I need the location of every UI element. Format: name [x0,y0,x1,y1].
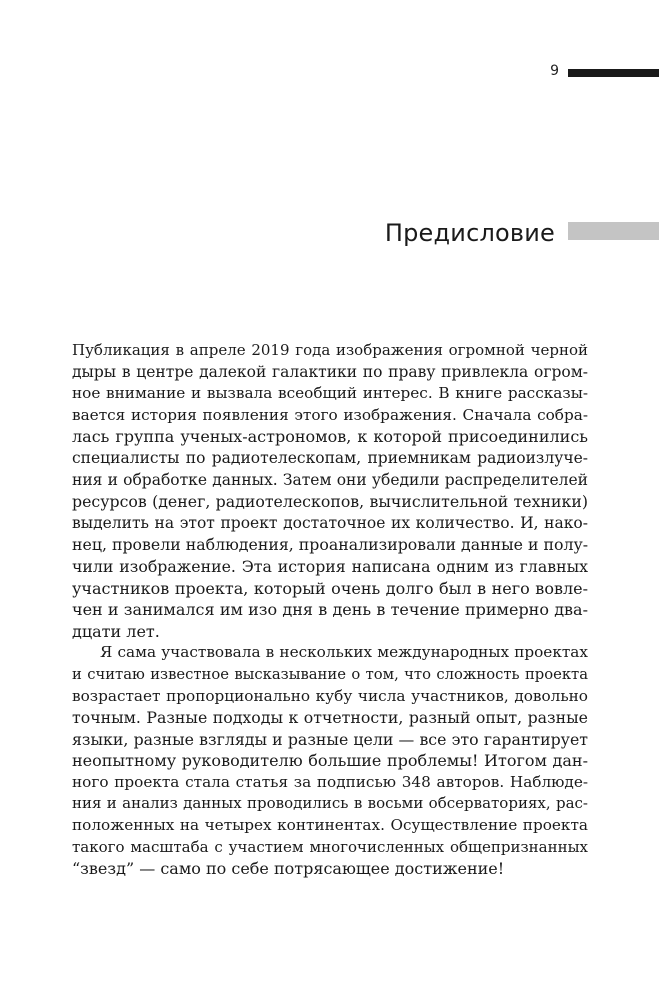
page-number-bar [568,69,659,77]
text-line: специалисты по радиотелескопам, приемникам радиоизлуче- [72,448,588,467]
chapter-title: Предисловие [384,219,555,247]
paragraph-2 [72,642,588,880]
text-line: неопытному руководителю большие проблемы! Итогом дан- [72,751,588,771]
text-line: возрастает пропорционально кубу числа участников, довольно [72,686,588,705]
text-line: лась группа ученых-астрономов, к которой присоединились [72,427,588,447]
chapter-title-bar [568,222,659,240]
text-line: чен и занимался им изо дня в день в течение примерно два- [72,600,588,620]
text-line: положенных на четырех континентах. Осуществление проекта [72,816,588,835]
text-line: нец, провели наблюдения, проанализировали данные и полу- [72,535,589,555]
text-line: дыры в центре далекой галактики по праву привлекла огром- [72,362,588,381]
paragraph-1 [72,340,588,642]
text-line: Я сама участвовала в нескольких международных проектах [100,643,588,662]
text-line: ния и обработке данных. Затем они убедили распределителей [72,470,588,489]
text-line: ния и анализ данных проводились в восьми обсерваториях, рас- [72,794,588,813]
text-line: выделить на этот проект достаточное их количество. И, нако- [72,513,588,532]
text-line: и считаю известное высказывание о том, что сложность проекта [72,665,588,683]
text-line: вается история появления этого изображения. Сначала собра- [72,405,588,424]
body-text [72,340,588,880]
text-line: ное внимание и вызвала всеобщий интерес. В книге рассказы- [72,384,588,403]
text-line: такого масштаба с участием многочисленных общепризнанных [72,837,588,856]
text-line: чили изображение. Эта история написана одним из главных [72,556,588,576]
text-line: языки, разные взгляды и разные цели — все это гарантирует [72,729,588,749]
text-line: дцати лет. [72,621,160,641]
text-line: Публикация в апреле 2019 года изображения огромной черной [72,341,588,359]
text-line: “звезд” — само по себе потрясающее достижение! [72,859,505,879]
text-line: ресурсов (денег, радиотелескопов, вычислительной техники) [72,492,588,512]
text-line: участников проекта, который очень долго был в него вовле- [72,578,588,598]
page-number: 9 [550,63,559,79]
text-line: ного проекта стала статья за подписью 348 авторов. Наблюде- [72,772,588,791]
text-line: точным. Разные подходы к отчетности, разный опыт, разные [72,708,588,728]
